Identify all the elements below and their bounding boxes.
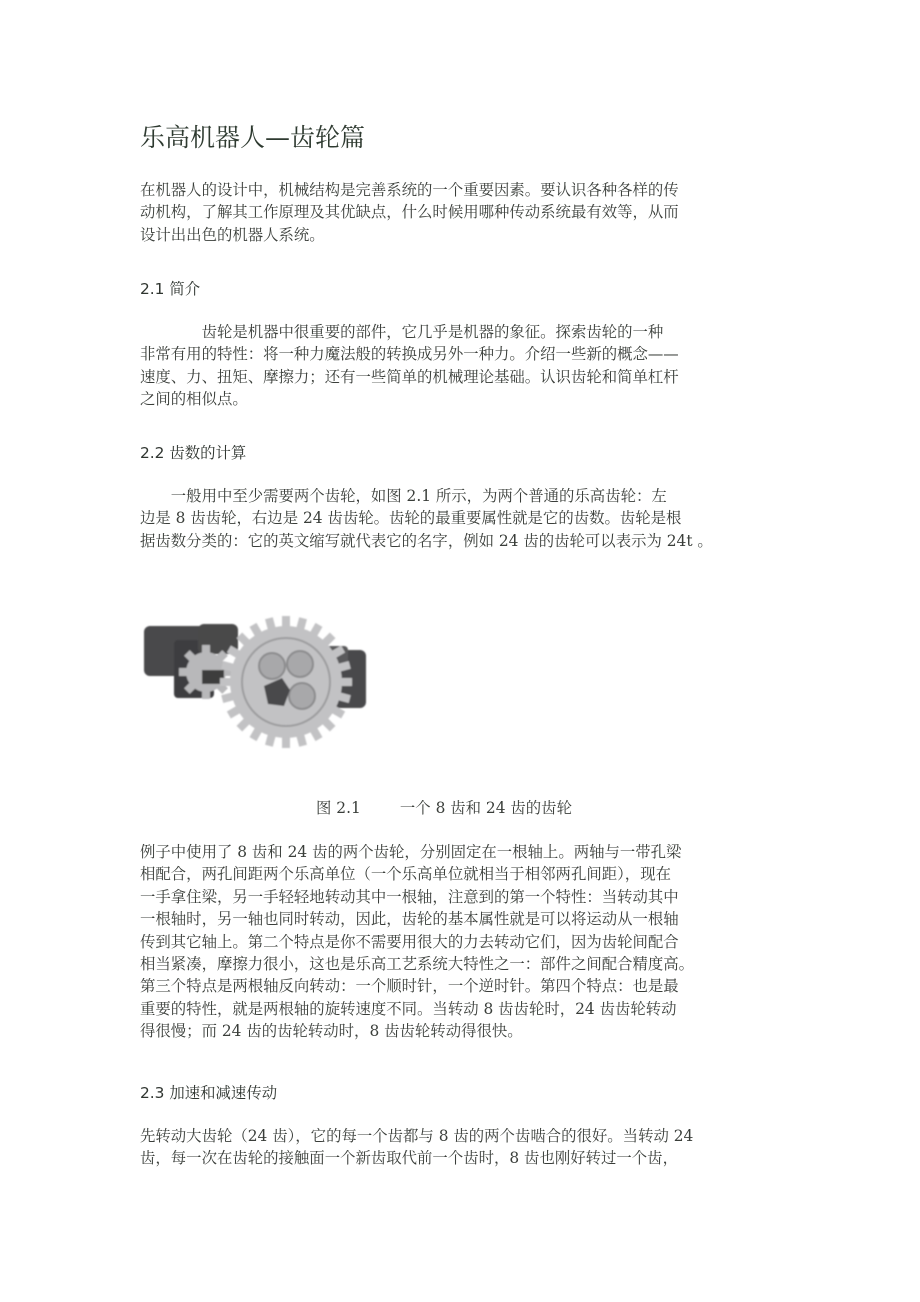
text-line: 第三个特点是两根轴反向转动：一个顺时针，一个逆时针。第四个特点：也是最 <box>140 977 679 996</box>
text-line: 速度、力、扭矩、摩擦力；还有一些简单的机械理论基础。认识齿轮和简单杠杆 <box>140 367 679 386</box>
text-line: 传到其它轴上。第二个特点是你不需要用很大的力去转动它们，因为齿轮间配合 <box>140 932 679 951</box>
text-line: 非常有用的特性：将一种力魔法般的转换成另外一种力。介绍一些新的概念—— <box>140 345 679 364</box>
text-line: 齿，每一次在齿轮的接触面一个新齿取代前一个齿时，8 齿也刚好转过一个齿， <box>140 1149 678 1168</box>
text-line: 边是 8 齿齿轮，右边是 24 齿齿轮。齿轮的最重要属性就是它的齿数。齿轮是根 <box>140 509 682 528</box>
text-line: 一手拿住梁，另一手轻轻地转动其中一根轴，注意到的第一个特性：当转动其中 <box>140 887 679 906</box>
text-line: 设计出出色的机器人系统。 <box>140 225 325 244</box>
text-line: 相配合，两孔间距两个乐高单位（一个乐高单位就相当于相邻两孔间距），现在 <box>140 865 671 884</box>
gear-illustration-icon <box>138 610 368 755</box>
intro-paragraph <box>140 179 780 246</box>
section-2-3-paragraph <box>140 1125 780 1170</box>
section-2-1-paragraph <box>140 321 780 411</box>
text-line: 相当紧凑，摩擦力很小，这也是乐高工艺系统大特性之一：部件之间配合精度高。 <box>140 955 695 974</box>
section-2-2-continued-paragraph <box>140 841 780 1043</box>
text-line: 动机构，了解其工作原理及其优缺点，什么时候用哪种传动系统最有效等，从而 <box>140 203 679 222</box>
section-heading-2-3: 2.3 加速和减速传动 <box>140 1084 278 1102</box>
section-heading-2-2: 2.2 齿数的计算 <box>140 444 247 462</box>
text-line: 先转动大齿轮（24 齿），它的每一个齿都与 8 齿的两个齿啮合的很好。当转动 24 <box>140 1127 694 1145</box>
text-line: 据齿数分类的：它的英文缩写就代表它的名字，例如 24 齿的齿轮可以表示为 24t 。 <box>140 531 713 550</box>
text-line: 齿轮是机器中很重要的部件，它几乎是机器的象征。探索齿轮的一种 <box>140 323 664 341</box>
text-line: 例子中使用了 8 齿和 24 齿的两个齿轮，分别固定在一根轴上。两轴与一带孔梁 <box>140 843 682 861</box>
document-title: 乐高机器人—齿轮篇 <box>140 123 366 152</box>
text-line: 之间的相似点。 <box>140 390 248 409</box>
text-line: 得很慢；而 24 齿的齿轮转动时，8 齿齿轮转动得很快。 <box>140 1022 523 1041</box>
text-line: 在机器人的设计中，机械结构是完善系统的一个重要因素。要认识各种各样的传 <box>140 181 679 199</box>
figure-caption: 图 2.1 一个 8 齿和 24 齿的齿轮 <box>316 799 572 817</box>
text-line: 一根轴时，另一轴也同时转动，因此，齿轮的基本属性就是可以将运动从一根轴 <box>140 910 679 929</box>
section-heading-2-1: 2.1 简介 <box>140 280 201 298</box>
lego-gears-image <box>138 610 368 755</box>
text-line: 一般用中至少需要两个齿轮，如图 2.1 所示，为两个普通的乐高齿轮：左 <box>140 487 667 505</box>
text-line: 重要的特性，就是两根轴的旋转速度不同。当转动 8 齿齿轮时，24 齿齿轮转动 <box>140 999 677 1018</box>
section-2-2-paragraph <box>140 485 780 552</box>
